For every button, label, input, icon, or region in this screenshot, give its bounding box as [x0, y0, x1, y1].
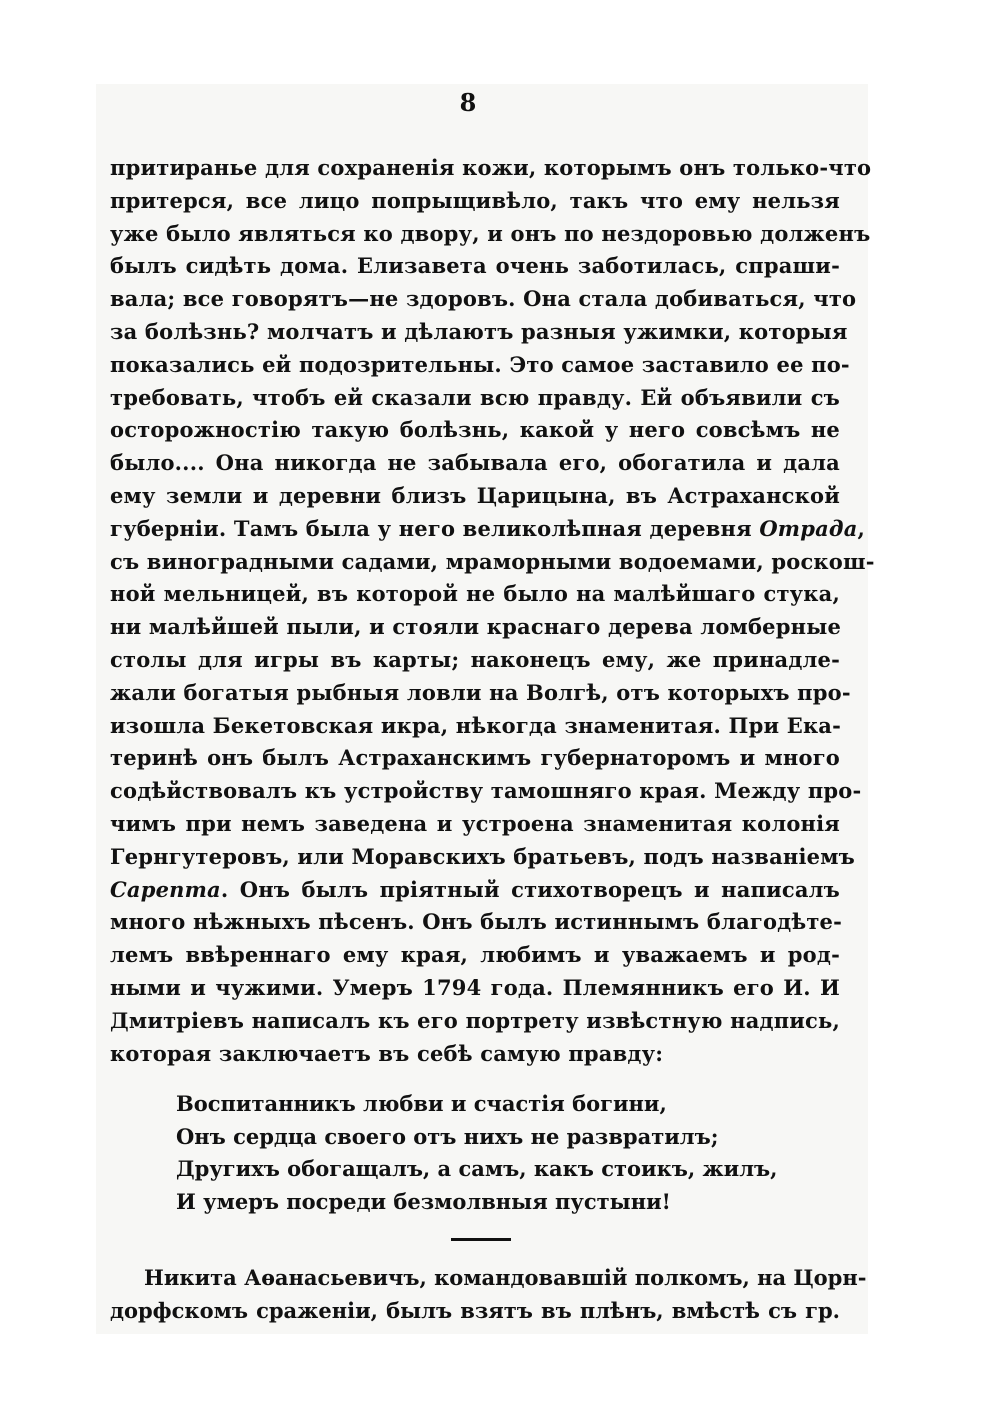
text-line: за болѣзнь? молчатъ и дѣлаютъ разныя ужимки, которыя [110, 318, 848, 344]
text-line: ными и чужими. Умеръ 1794 года. Племянникъ его И. И [110, 974, 840, 1000]
text-line: изошла Бекетовская икра, нѣкогда знаменитая. При Ека- [110, 712, 842, 738]
text-line: притиранье для сохраненія кожи, которымъ онъ только-что [110, 155, 872, 180]
text-segment: . Онъ былъ пріятный стихотворецъ и написалъ [220, 876, 840, 902]
text-line: ему земли и деревни близъ Царицына, въ Астраханской [110, 482, 840, 508]
poem-line: И умеръ посреди безмолвныя пустыни! [176, 1188, 671, 1214]
text-line: Никита Аѳанасьевичъ, командовавшій полкомъ, на Цорн- [144, 1265, 867, 1290]
text-line: притерся, все лицо попрыщивѣло, такъ что ему нельзя [110, 187, 840, 213]
text-line: было.... Она никогда не забывала его, обогатила и дала [110, 450, 840, 476]
text-line-otrada [110, 513, 866, 546]
text-line: ной мельницей, въ которой не было на малѣйшаго стука, [110, 581, 840, 607]
text-line: теринѣ онъ былъ Астраханскимъ губернаторомъ и много [110, 745, 840, 771]
text-line: содѣйствовалъ къ устройству тамошняго края. Между про- [110, 778, 862, 804]
text-line-sarepta [110, 874, 840, 907]
text-line: осторожностію такую болѣзнь, какой у него совсѣмъ не [110, 417, 840, 443]
text-line: лемъ ввѣреннаго ему края, любимъ и уважаемъ и род- [110, 942, 840, 968]
text-line: былъ сидѣть дома. Елизавета очень заботилась, спраши- [110, 253, 840, 279]
section-divider [451, 1238, 511, 1241]
text-line: которая заключаетъ въ себѣ самую правду: [110, 1040, 664, 1066]
italic-place-name-otrada: Отрада [759, 515, 858, 541]
text-segment: , [857, 515, 866, 541]
text-line: Гернгутеровъ, или Моравскихъ братьевъ, подъ названіемъ [110, 843, 855, 869]
poem-line: Другихъ обогащалъ, а самъ, какъ стоикъ, жилъ, [176, 1156, 778, 1181]
text-line: дорфскомъ сраженіи, былъ взятъ въ плѣнъ, вмѣстѣ съ гр. [110, 1298, 840, 1323]
poem-line: Онъ сердца своего отъ нихъ не развратилъ; [176, 1123, 719, 1149]
text-line: показались ей подозрительны. Это самое заставило ее по- [110, 351, 850, 377]
text-line: съ виноградными садами, мраморными водоемами, роскош- [110, 548, 875, 574]
text-line: вала; все говорятъ—не здоровъ. Она стала добиваться, что [110, 286, 857, 312]
text-line: чимъ при немъ заведена и устроена знаменитая колонія [110, 810, 840, 836]
italic-place-name-sarepta: Сарепта [110, 876, 221, 902]
text-line: Дмитріевъ написалъ къ его портрету извѣстную надпись, [110, 1007, 840, 1033]
text-line: много нѣжныхъ пѣсенъ. Онъ былъ истиннымъ благодѣте- [110, 909, 843, 935]
text-line: ни малѣйшей пыли, и стояли краснаго дерева ломберные [110, 614, 842, 640]
text-segment: губерніи. Тамъ была у него великолѣпная деревня [110, 515, 752, 541]
page-number: 8 [459, 88, 477, 117]
text-line: требовать, чтобъ ей сказали всю правду. Ей объявили съ [110, 384, 840, 410]
poem-quote [176, 1088, 777, 1218]
next-paragraph [110, 1261, 867, 1327]
text-line: жали богатыя рыбныя ловли на Волгѣ, отъ которыхъ про- [110, 679, 851, 705]
poem-line: Воспитанникъ любви и счастія богини, [176, 1091, 667, 1116]
main-paragraph [110, 152, 875, 1070]
text-line: уже было являться ко двору, и онъ по нездоровью долженъ [110, 220, 871, 246]
text-line: столы для игры въ карты; наконецъ ему, же принадле- [110, 646, 840, 672]
